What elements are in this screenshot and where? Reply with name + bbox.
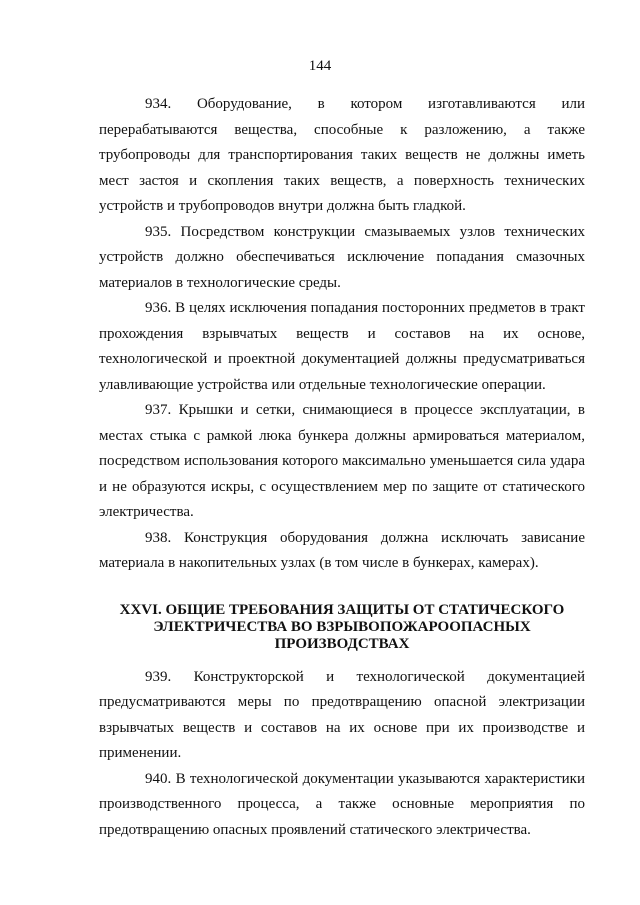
document-body xyxy=(99,92,585,843)
section-heading: XXVI. ОБЩИЕ ТРЕБОВАНИЯ ЗАЩИТЫ ОТ СТАТИЧЕСКОГО ЭЛЕКТРИЧЕСТВА ВО ВЗРЫВОПОЖАРООПАСНЫХ ПРОИЗВОДСТВАХ xyxy=(119,601,565,652)
paragraph-936: 936. В целях исключения попадания посторонних предметов в тракт прохождения взрывчатых веществ и составов на их основе, технологической и проектной документацией должны предусматриваться улавливающие устройства или отдельные технологические операции. xyxy=(99,300,585,393)
paragraph-938: 938. Конструкция оборудования должна исключать зависание материала в накопительных узлах (в том числе в бункерах, камерах). xyxy=(99,529,585,571)
page-number: 144 xyxy=(308,58,332,74)
paragraph-935: 935. Посредством конструкции смазываемых узлов технических устройств должно обеспечиваться исключение попадания смазочных материалов в технологические среды. xyxy=(99,223,585,291)
paragraph-940: 940. В технологической документации указываются характеристики производственного процесса, а также основные мероприятия по предотвращению опасных проявлений статического электричества. xyxy=(99,770,585,838)
paragraph-939: 939. Конструкторской и технологической документацией предусматриваются меры по предотвращению опасной электризации взрывчатых веществ и составов на их основе при их производстве и применении. xyxy=(99,668,585,761)
paragraph-937: 937. Крышки и сетки, снимающиеся в процессе эксплуатации, в местах стыка с рамкой люка бункера должны армироваться материалом, посредством использования которого максимально уменьшается сила удара и не образуются искры, с осуществлением мер по защите от статического электричества. xyxy=(99,402,585,520)
paragraph-934: 934. Оборудование, в котором изготавливаются или перерабатываются вещества, способные к разложению, а также трубопроводы для транспортирования таких веществ не должны иметь мест застоя и скопления таких веществ, а поверхность технических устройств и трубопроводов внутри должна быть гладкой. xyxy=(99,96,585,214)
